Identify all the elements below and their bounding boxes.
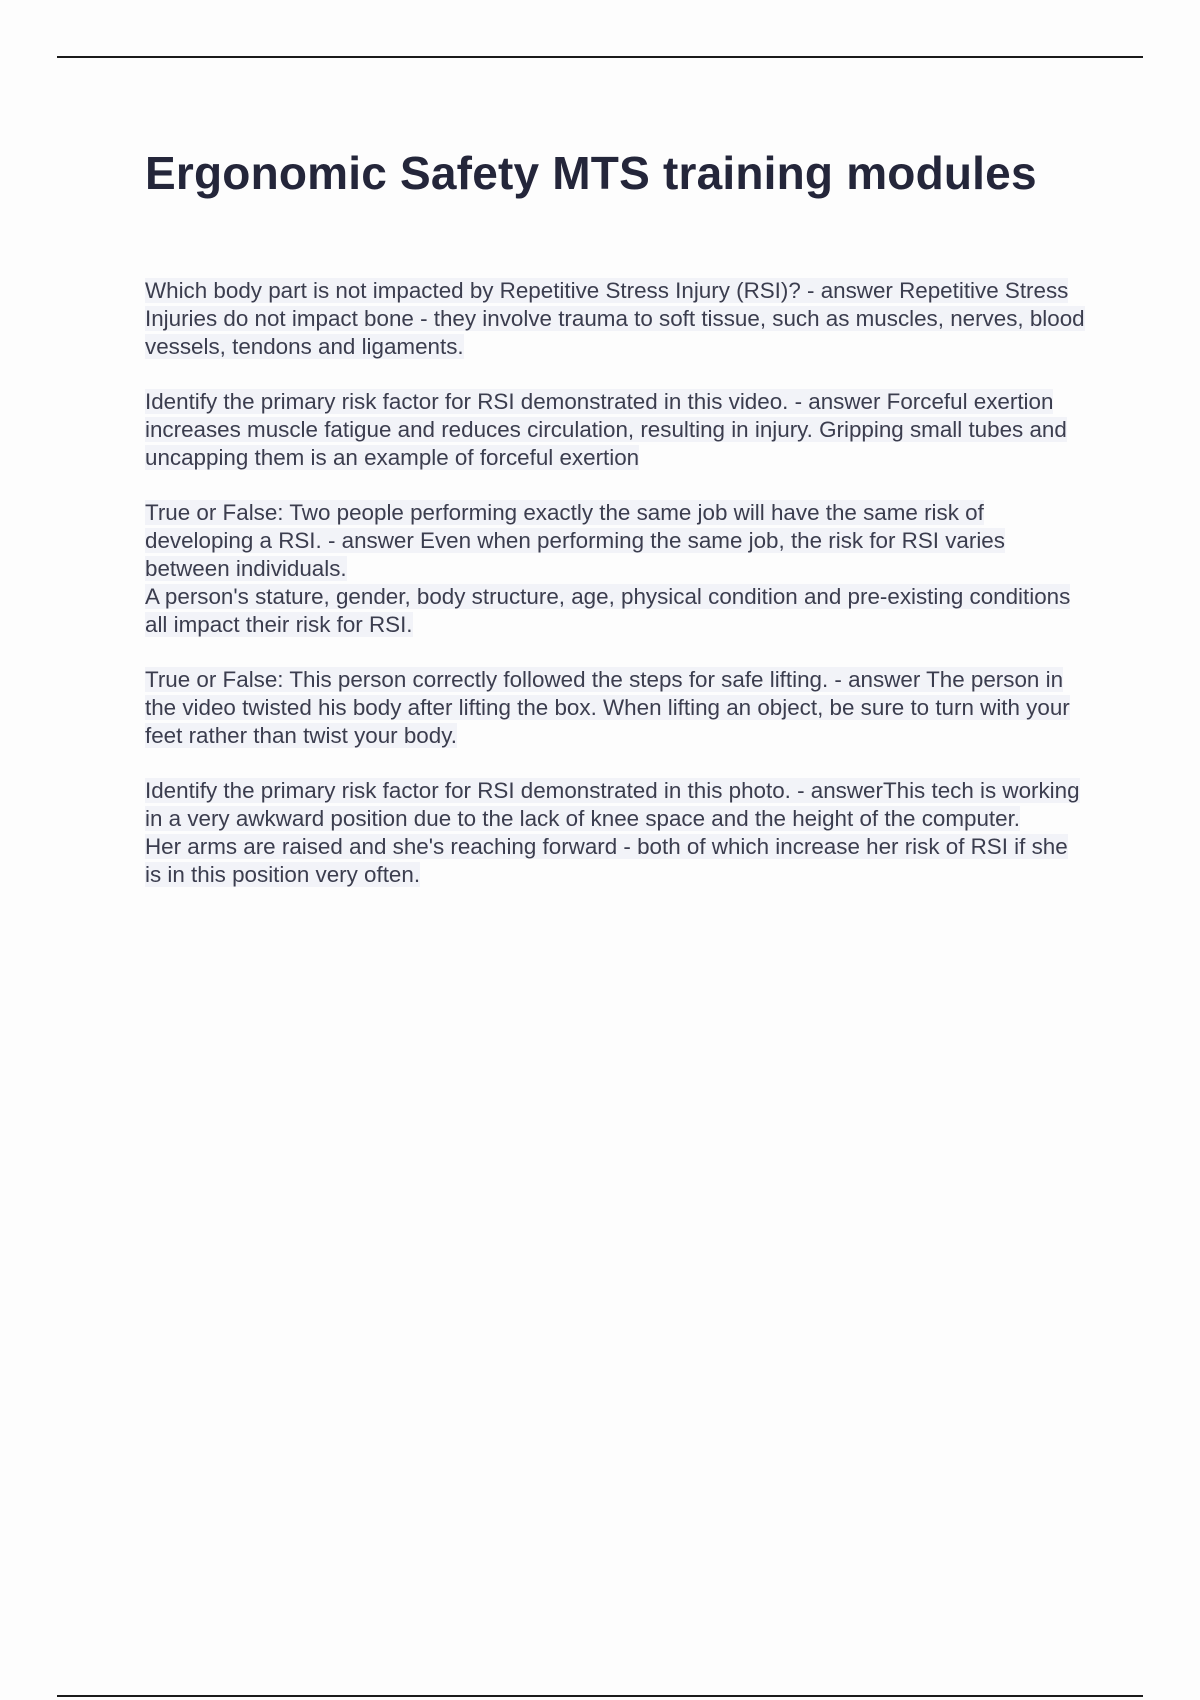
page-title: Ergonomic Safety MTS training modules bbox=[145, 147, 1037, 199]
qa-paragraph bbox=[145, 777, 1090, 833]
qa-text: True or False: This person correctly followed the steps for safe lifting. - answer The person in the video twisted his body after lifting the box. When lifting an object, be sure to turn with your feet rather than twist your body. bbox=[145, 667, 1070, 748]
document-body bbox=[145, 140, 1090, 916]
top-rule bbox=[57, 56, 1143, 58]
qa-text: True or False: Two people performing exactly the same job will have the same risk of developing a RSI. - answer Even when performing the same job, the risk for RSI varies between individuals. bbox=[145, 500, 1005, 581]
qa-text: Her arms are raised and she's reaching forward - both of which increase her risk of RSI if she is in this position very often. bbox=[145, 834, 1068, 887]
qa-paragraph bbox=[145, 277, 1090, 361]
qa-item bbox=[145, 499, 1090, 639]
qa-item bbox=[145, 666, 1090, 750]
qa-item bbox=[145, 277, 1090, 361]
qa-text: Identify the primary risk factor for RSI demonstrated in this photo. - answerThis tech is working in a very awkward position due to the lack of knee space and the height of the computer. bbox=[145, 778, 1080, 831]
qa-item bbox=[145, 388, 1090, 472]
qa-paragraph bbox=[145, 666, 1090, 750]
qa-paragraph bbox=[145, 388, 1090, 472]
qa-item bbox=[145, 777, 1090, 889]
qa-list bbox=[145, 277, 1090, 889]
qa-paragraph bbox=[145, 583, 1090, 639]
qa-text: Identify the primary risk factor for RSI demonstrated in this video. - answer Forceful exertion increases muscle fatigue and reduces circulation, resulting in injury. Gripping small tubes and uncapping them is an example of forceful exertion bbox=[145, 389, 1067, 470]
bottom-rule bbox=[57, 1695, 1143, 1697]
qa-text: Which body part is not impacted by Repetitive Stress Injury (RSI)? - answer Repetitive Stress Injuries do not impact bone - they involve trauma to soft tissue, such as muscles, nerves, blood vessels, tendons and ligaments. bbox=[145, 278, 1085, 359]
qa-paragraph bbox=[145, 499, 1090, 583]
qa-paragraph bbox=[145, 833, 1090, 889]
qa-text: A person's stature, gender, body structure, age, physical condition and pre-existing conditions all impact their risk for RSI. bbox=[145, 584, 1071, 637]
